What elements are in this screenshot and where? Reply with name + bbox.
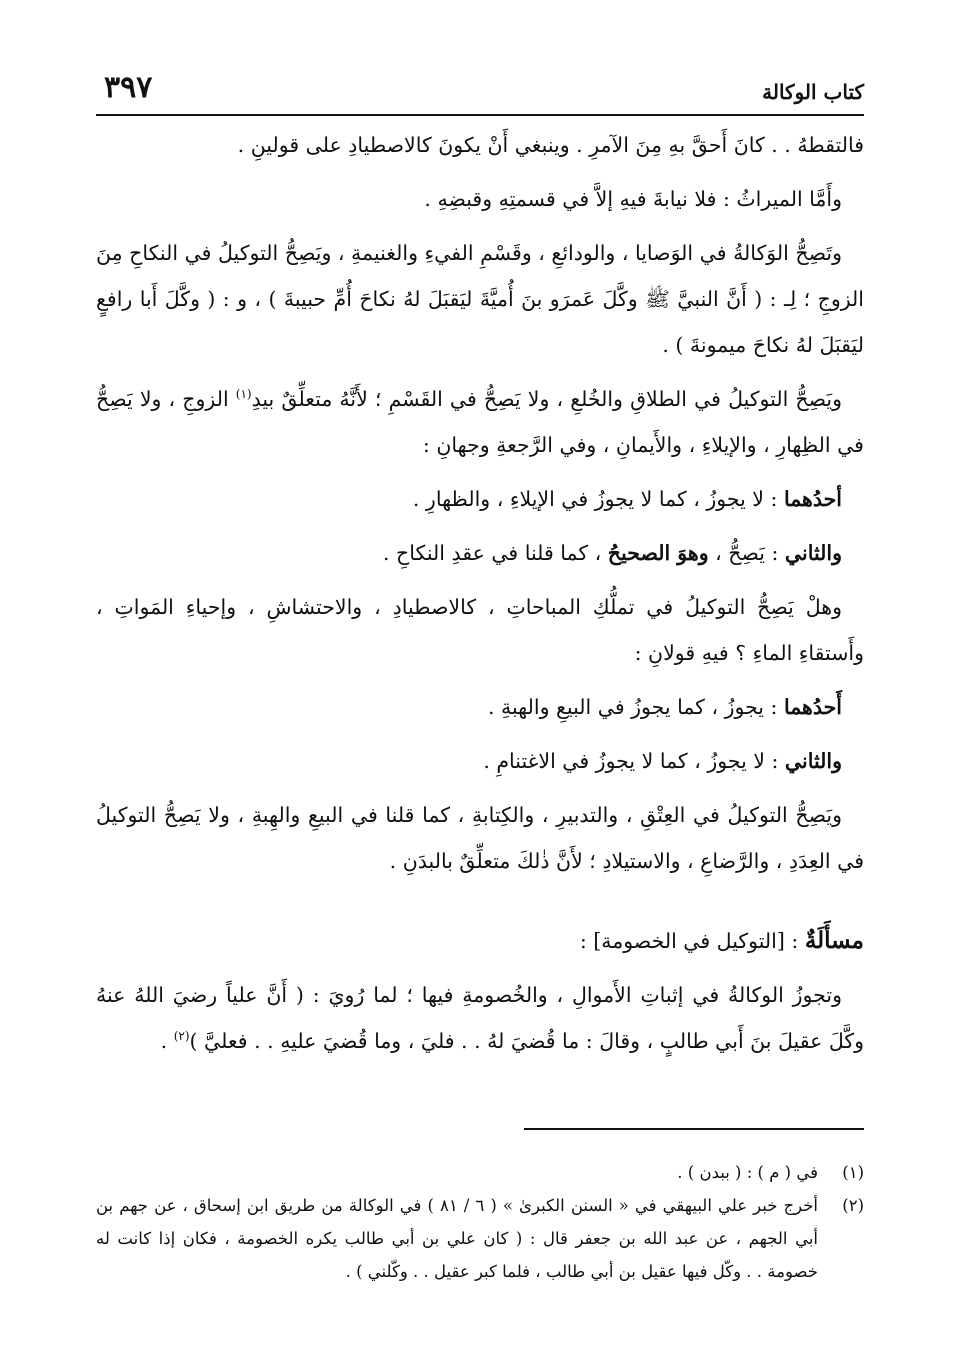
paragraph-emancipation: ويَصِحُّ التوكيلُ في العِتْقِ ، والتدبيرِ ، والكِتابةِ ، كما قلنا في البيعِ والهِبةِ ، ولا يَصِحُّ التوكيلُ في العِدَدِ ، والرَّضاعِ ، والاستيلادِ ؛ لأَنَّ ذٰلكَ متعلِّقٌ بالبدَنِ . xyxy=(96,803,864,873)
opinion-2-label: والثاني xyxy=(784,541,842,565)
opinion-4-text: : لا يجوزُ ، كما لا يجوزُ في الاغتنامِ . xyxy=(483,749,785,773)
page-header xyxy=(100,70,864,112)
footnote-1 xyxy=(96,1156,864,1189)
footnote-2 xyxy=(96,1189,864,1288)
opinion-2 xyxy=(96,530,864,576)
opinion-1-text: : لا يجوزُ ، كما لا يجوزُ في الإيلاءِ ، والظهارِ . xyxy=(412,487,784,511)
section-label: مسأَلَةٌ xyxy=(804,927,864,954)
paragraph-permissibles: وهلْ يَصِحُّ التوكيلُ في تملُّكِ المباحاتِ ، كالاصطيادِ ، والاحتشاشِ ، وإحياءِ المَواتِ ، وأَستقاءِ الماءِ ؟ فيهِ قولانِ : xyxy=(96,595,864,665)
opinion-3-label: أَحدُهما xyxy=(783,695,842,719)
paragraph-inheritance: وأَمَّا الميراثُ : فلا نيابةَ فيهِ إلاَّ في قسمتِهِ وقبضِهِ . xyxy=(424,187,842,211)
running-title: كتاب الوكالة xyxy=(762,80,864,104)
paragraph-divorce xyxy=(96,376,864,468)
page-number: ٣٩٧ xyxy=(104,70,153,105)
opinion-1-label: أحدُهما xyxy=(783,487,842,511)
opinion-4 xyxy=(96,738,864,784)
opinion-3 xyxy=(96,684,864,730)
footnote-text: أخرج خبر علي البيهقي في « السنن الكبرىٰ » ( ٦ / ٨١ ) في الوكالة من طريق ابن إسحاق ، عن جهم بن أبي الجهم ، عن عبد الله بن جعفر قال : ( كان علي بن أبي طالب يكره الخصومة ، فكان إذا كانت له خصومة . . وكّل فيها عقيل بن أبي طالب ، فلما كبر عقيل . . وكّلني ) . xyxy=(96,1196,818,1281)
footnote-number: (١) xyxy=(842,1163,864,1182)
paragraph-agency-bequests: وتَصِحُّ الوَكالةُ في الوَصايا ، والودائعِ ، وقَسْمِ الفيءِ والغنيمةِ ، ويَصِحُّ التوكيلُ في النكاحِ مِنَ الزوجِ ؛ لِـ : ( أَنَّ النبيَّ ﷺ وكَّلَ عَمرَو بنَ أُميَّةَ ليَقبَلَ لهُ نكاحَ أُمِّ حبيبةَ ) ، و : ( وكَّلَ أَبا رافعٍ ليَقبَلَ لهُ نكاحَ ميمونةَ ) . xyxy=(96,241,864,357)
footnote-ref-1: (١) xyxy=(235,387,252,402)
paragraph-litigation-text: وتجوزُ الوكالةُ في إثباتِ الأَموالِ ، والخُصومةِ فيها ؛ لما رُويَ : ( أَنَّ علياً رضيَ اللهُ عنهُ وكَّلَ عقيلَ بنَ أَبي طالبٍ ، وقالَ : ما قُضيَ لهُ . . فليَ ، وما قُضيَ عليهِ . . فعليَّ ) xyxy=(96,983,864,1053)
footnote-text: في ( م ) : ( ببدن ) . xyxy=(677,1163,818,1182)
opinion-3-text: : يجوزُ ، كما يجوزُ في البيعِ والهبةِ . xyxy=(487,695,784,719)
opinion-2-post: ، كما قلنا في عقدِ النكاحِ . xyxy=(382,541,608,565)
section-title: : [التوكيل في الخصومة] : xyxy=(579,929,805,953)
opinion-2-correct: وهوَ الصحيحُ xyxy=(607,541,709,565)
footnote-rule xyxy=(524,1128,864,1130)
body-text xyxy=(96,122,864,1072)
footnote-ref-2: (٢) xyxy=(173,1029,190,1044)
paragraph-litigation xyxy=(96,972,864,1064)
footnotes xyxy=(96,1156,864,1288)
opinion-1 xyxy=(96,476,864,522)
paragraph-1: فالتقطهُ . . كانَ أَحقَّ بهِ مِنَ الآمرِ . وينبغي أَنْ يكونَ كالاصطيادِ على قولينِ . xyxy=(237,133,864,157)
footnote-number: (٢) xyxy=(842,1196,864,1215)
section-heading xyxy=(96,918,864,964)
header-rule xyxy=(96,114,864,116)
opinion-4-label: والثاني xyxy=(784,749,842,773)
paragraph-litigation-end: . xyxy=(160,1029,174,1053)
opinion-2-pre: : يَصِحُّ ، xyxy=(708,541,785,565)
paragraph-divorce-text: ويَصِحُّ التوكيلُ في الطلاقِ والخُلعِ ، ولا يَصِحُّ في القَسْمِ ؛ لأَنَّهُ متعلِّقٌ بيدِ xyxy=(251,387,843,411)
paragraph-divorce-tail: الزوجِ ، ولا يَصِحُّ في الظِهارِ ، والإيلاءِ ، والأَيمانِ ، وفي الرَّجعةِ وجهانِ : xyxy=(96,387,864,457)
